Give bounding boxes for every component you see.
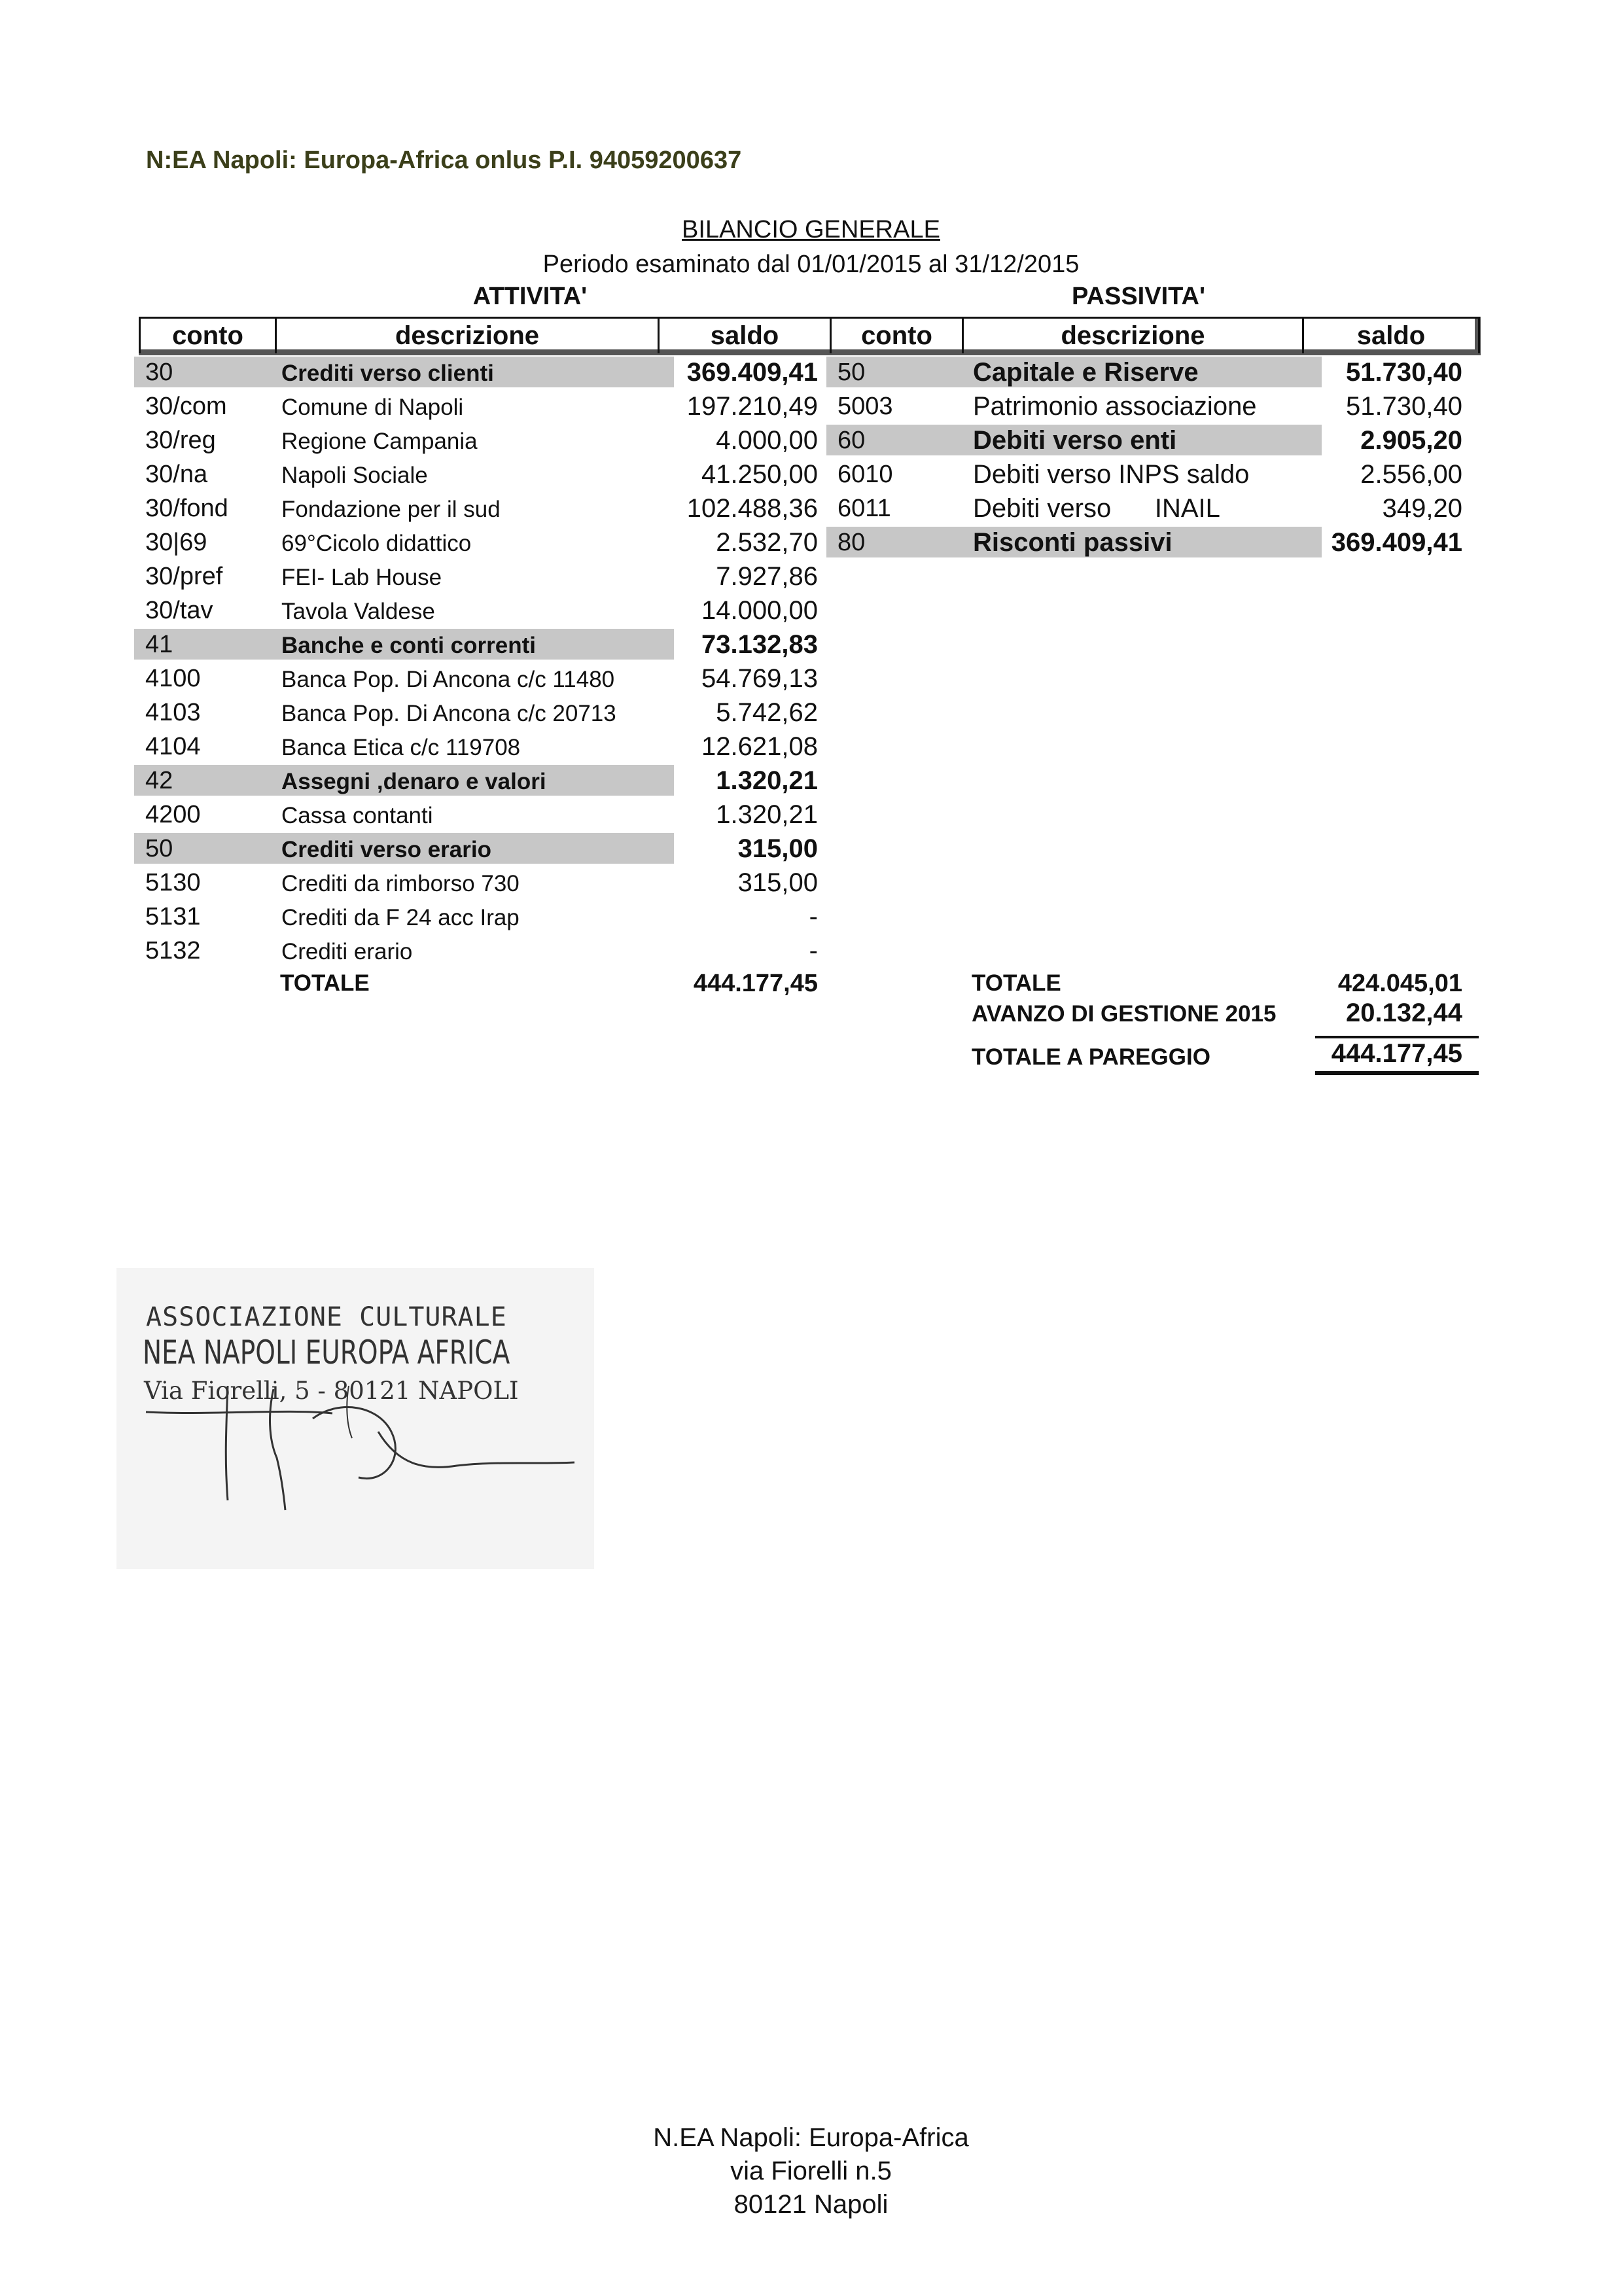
assets-row-descrizione: Crediti erario <box>281 939 413 964</box>
assets-row-descrizione: 69°Cicolo didattico <box>281 531 472 556</box>
assets-row-conto: 4104 <box>145 733 201 760</box>
liabilities-row-saldo: 2.556,00 <box>1360 460 1462 489</box>
assets-row-descrizione: Banche e conti correnti <box>281 633 536 658</box>
section-assets-title: ATTIVITA' <box>472 283 588 310</box>
assets-row-descrizione: Fondazione per il sud <box>281 497 501 522</box>
stamp-signature-area <box>116 1268 594 1569</box>
assets-total-value: 444.177,45 <box>693 970 818 997</box>
assets-row-conto: 5130 <box>145 869 201 896</box>
stamp-line-2: NEA NAPOLI EUROPA AFRICA <box>143 1333 510 1371</box>
assets-row-descrizione: Crediti da rimborso 730 <box>281 871 520 896</box>
assets-row-saldo: - <box>809 936 818 965</box>
footer-line-3: 80121 Napoli <box>733 2190 889 2219</box>
assets-row-conto: 50 <box>145 835 173 862</box>
assets-row-conto: 4103 <box>145 699 201 726</box>
organization-header: N:EA Napoli: Europa-Africa onlus P.I. 94059200637 <box>146 147 742 174</box>
liabilities-row-conto: 5003 <box>837 393 893 420</box>
assets-row-conto: 30/pref <box>145 563 223 590</box>
assets-row-descrizione: Banca Pop. Di Ancona c/c 20713 <box>281 701 616 726</box>
assets-row-saldo: 197.210,49 <box>686 392 818 421</box>
assets-row-saldo: 12.621,08 <box>701 732 818 761</box>
assets-total-label: TOTALE <box>280 970 370 996</box>
assets-row-saldo: 369.409,41 <box>686 358 818 387</box>
document-title <box>0 216 1622 244</box>
column-header-conto-left: conto <box>172 321 243 350</box>
liabilities-row-conto: 80 <box>837 529 866 556</box>
stamp-line-1: ASSOCIAZIONE CULTURALE <box>146 1302 507 1332</box>
liabilities-row-descrizione: Capitale e Riserve <box>973 358 1199 387</box>
section-liabilities-title: PASSIVITA' <box>1072 283 1205 310</box>
assets-row-conto: 5131 <box>145 903 201 930</box>
assets-row-saldo: 5.742,62 <box>716 698 818 727</box>
assets-row-descrizione: Comune di Napoli <box>281 395 464 420</box>
liabilities-row-saldo: 369.409,41 <box>1331 528 1462 557</box>
assets-row-saldo: 315,00 <box>737 834 818 863</box>
assets-row-conto: 30/fond <box>145 495 228 522</box>
assets-row-conto: 41 <box>145 631 173 658</box>
column-header-saldo-right: saldo <box>1302 319 1478 353</box>
assets-row-descrizione: Banca Pop. Di Ancona c/c 11480 <box>281 667 615 692</box>
assets-row-conto: 30 <box>145 359 173 386</box>
assets-row-saldo: 14.000,00 <box>701 596 818 625</box>
column-header-descrizione-right: descrizione <box>962 319 1302 353</box>
liabilities-row-conto: 6011 <box>837 495 891 522</box>
assets-row-conto: 4100 <box>145 665 201 692</box>
assets-row-saldo: 1.320,21 <box>716 800 818 829</box>
assets-row-saldo: 1.320,21 <box>716 766 818 795</box>
liabilities-total-value: 424.045,01 <box>1337 970 1462 997</box>
liabilities-row-conto: 50 <box>837 359 866 386</box>
liabilities-row-descrizione: Debiti verso enti <box>973 426 1177 455</box>
liabilities-row-saldo: 2.905,20 <box>1360 426 1462 455</box>
column-header-descrizione-left: descrizione <box>275 319 658 353</box>
liabilities-row-saldo: 51.730,40 <box>1346 392 1462 421</box>
liabilities-row-descrizione: Risconti passivi <box>973 528 1172 557</box>
footer-line-2: via Fiorelli n.5 <box>730 2157 892 2185</box>
assets-row-descrizione: Tavola Valdese <box>281 599 435 624</box>
liabilities-row-saldo: 51.730,40 <box>1346 358 1462 387</box>
footer-line-1: N.EA Napoli: Europa-Africa <box>653 2123 969 2152</box>
assets-row-saldo: 102.488,36 <box>686 494 818 523</box>
surplus-label: AVANZO DI GESTIONE 2015 <box>972 1001 1277 1027</box>
assets-row-descrizione: Regione Campania <box>281 429 478 454</box>
signature-icon <box>116 1268 594 1569</box>
liabilities-row-conto: 60 <box>837 427 866 454</box>
assets-row-conto: 30/com <box>145 393 227 420</box>
assets-row-descrizione: Cassa contanti <box>281 803 433 828</box>
assets-row-saldo: 54.769,13 <box>701 664 818 693</box>
period-line: Periodo esaminato dal 01/01/2015 al 31/12/2015 <box>542 251 1080 278</box>
assets-row-conto: 5132 <box>145 937 201 964</box>
assets-row-saldo: 2.532,70 <box>716 528 818 557</box>
balance-double-underline <box>1315 1071 1479 1075</box>
liabilities-row-descrizione: Debiti verso INAIL <box>973 494 1220 523</box>
assets-row-saldo: 41.250,00 <box>701 460 818 489</box>
assets-row-descrizione: Crediti verso clienti <box>281 361 494 386</box>
assets-row-descrizione: Crediti verso erario <box>281 837 491 862</box>
assets-row-conto: 42 <box>145 767 173 794</box>
liabilities-total-label: TOTALE <box>972 970 1061 996</box>
assets-row-descrizione: FEI- Lab House <box>281 565 442 590</box>
balance-value: 444.177,45 <box>1331 1039 1462 1068</box>
assets-row-descrizione: Assegni ,denaro e valori <box>281 769 546 794</box>
assets-row-saldo: 73.132,83 <box>701 630 818 659</box>
liabilities-row-conto: 6010 <box>837 461 893 488</box>
liabilities-row-descrizione: Debiti verso INPS saldo <box>973 460 1250 489</box>
assets-row-descrizione: Napoli Sociale <box>281 463 428 488</box>
column-header-saldo-left: saldo <box>658 319 830 353</box>
assets-row-descrizione: Banca Etica c/c 119708 <box>281 735 521 760</box>
liabilities-row-saldo: 349,20 <box>1382 494 1462 523</box>
assets-row-conto: 30/reg <box>145 427 216 454</box>
surplus-value: 20.132,44 <box>1346 998 1462 1027</box>
assets-row-saldo: 315,00 <box>737 868 818 897</box>
balance-label: TOTALE A PAREGGIO <box>972 1044 1210 1070</box>
assets-row-conto: 30/na <box>145 461 208 488</box>
liabilities-row-descrizione: Patrimonio associazione <box>973 392 1257 421</box>
assets-row-saldo: - <box>809 902 818 931</box>
column-header-row <box>139 317 1480 353</box>
assets-row-conto: 30|69 <box>145 529 207 556</box>
assets-row-saldo: 7.927,86 <box>716 562 818 591</box>
document-title-text: BILANCIO GENERALE <box>682 216 940 243</box>
assets-row-saldo: 4.000,00 <box>716 426 818 455</box>
assets-row-conto: 30/tav <box>145 597 213 624</box>
stamp-line-3: Via Fiorelli, 5 - 80121 NAPOLI <box>144 1377 519 1405</box>
assets-row-conto: 4200 <box>145 801 201 828</box>
assets-row-descrizione: Crediti da F 24 acc Irap <box>281 905 520 930</box>
column-header-conto-right: conto <box>830 319 962 353</box>
